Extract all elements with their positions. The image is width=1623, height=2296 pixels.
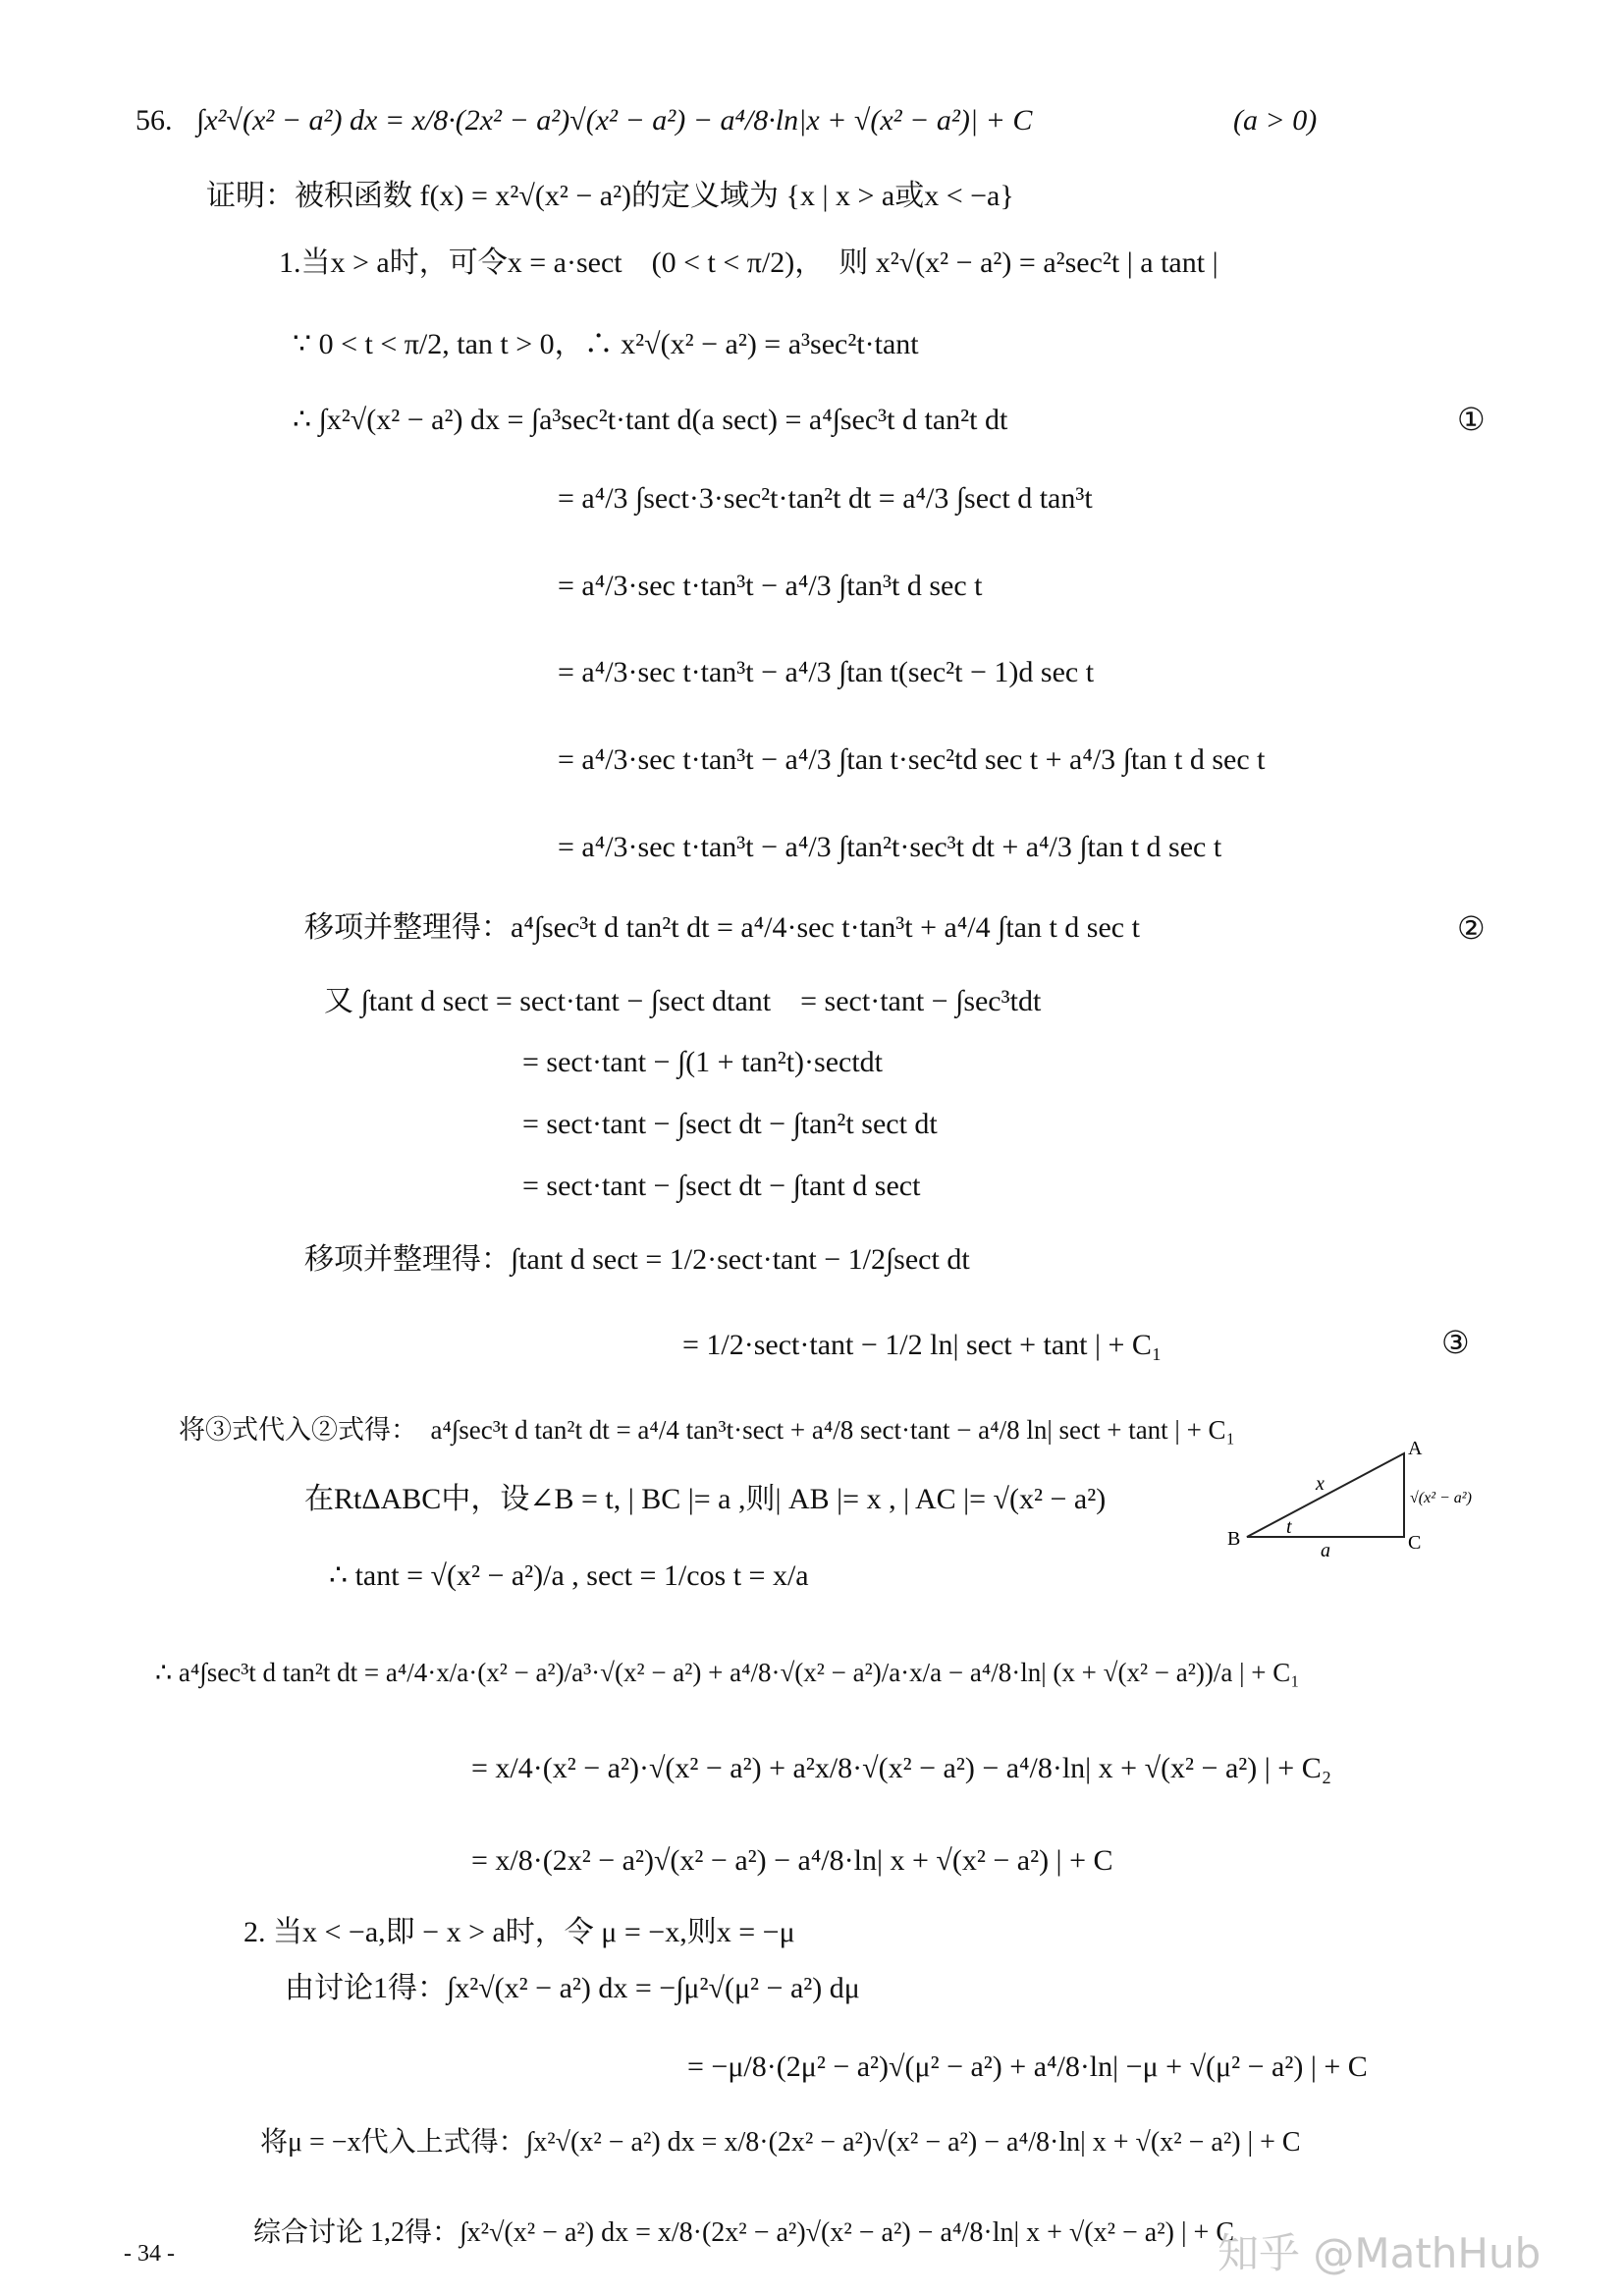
case1-intro: 1.当x > a时，可令x = a·sect (0 < t < π/2)， 则 x²√(x² − a²) = a²sec²t | a tant | — [279, 246, 1218, 279]
right-triangle-figure — [1217, 1439, 1512, 1566]
mark-2: ② — [1457, 909, 1486, 947]
mark-1: ① — [1457, 401, 1486, 438]
also-step: = sect·tant − ∫sect dt − ∫tan²t sect dt — [522, 1108, 938, 1140]
conclusion: 综合讨论 1,2得：∫x²√(x² − a²) dx = x/8·(2x² − a²)√(x² − a²) − a⁴/8·ln| x + √(x² − a²) | + C — [253, 2217, 1235, 2248]
problem-number: 56. — [135, 104, 173, 137]
case2-intro: 2. 当x < −a,即 − x > a时，令 μ = −x,则x = −μ — [243, 1916, 795, 1948]
triangle-shape — [1247, 1453, 1404, 1537]
step-line: = a⁴/3·sec t·tan³t − a⁴/3 ∫tan t(sec²t − 1)d sec t — [558, 656, 1095, 688]
rearrange-1: 移项并整理得：a⁴∫sec³t d tan²t dt = a⁴/4·sec t·tan³t + a⁴/4 ∫tan t d sec t — [304, 911, 1140, 944]
substitute-line: 将③式代入②式得： a⁴∫sec³t d tan²t dt = a⁴/4 tan³t·sect + a⁴/8 sect·tant − a⁴/8 ln| sect + tant | + C₁ — [179, 1415, 1235, 1445]
case1-tan-positive: ∵ 0 < t < π/2, tan t > 0，∴ x²√(x² − a²) = a³sec²t·tant — [293, 328, 919, 360]
hypotenuse-label: x — [1316, 1473, 1325, 1495]
rearrange-2: 移项并整理得：∫tant d sect = 1/2·sect·tant − 1/2∫sect dt — [304, 1243, 970, 1276]
step-line: = a⁴/3·sec t·tan³t − a⁴/3 ∫tan t·sec²td sec t + a⁴/3 ∫tan t d sec t — [558, 743, 1266, 776]
vertex-c-label: C — [1408, 1532, 1422, 1554]
vertical-side-label: √(x² − a²) — [1410, 1490, 1472, 1506]
proof-domain: 证明：被积函数 f(x) = x²√(x² − a²)的定义域为 {x | x > a或x < −a} — [206, 180, 1014, 212]
problem-condition: (a > 0) — [1233, 104, 1318, 137]
triangle-ratios: ∴ tant = √(x² − a²)/a , sect = 1/cos t = x/a — [329, 1559, 809, 1592]
final-line-2: = x/4·(x² − a²)·√(x² − a²) + a²x/8·√(x² − a²) − a⁴/8·ln| x + √(x² − a²) | + C₂ — [471, 1752, 1332, 1784]
case2-line-2: = −μ/8·(2μ² − a²)√(μ² − a²) + a⁴/8·ln| −μ + √(μ² − a²) | + C — [687, 2050, 1368, 2083]
case2-substitute: 将μ = −x代入上式得：∫x²√(x² − a²) dx = x/8·(2x² − a²)√(x² − a²) − a⁴/8·ln| x + √(x² − a²) | + C — [260, 2127, 1301, 2158]
step-line: = a⁴/3·sec t·tan³t − a⁴/3 ∫tan²t·sec³t dt + a⁴/3 ∫tan t d sec t — [558, 831, 1222, 863]
also-step: = sect·tant − ∫(1 + tan²t)·sectdt — [522, 1046, 884, 1078]
also-step: = sect·tant − ∫sect dt − ∫tant d sect — [522, 1170, 921, 1202]
rearrange-2-result: = 1/2·sect·tant − 1/2 ln| sect + tant | + C₁ — [682, 1329, 1163, 1361]
vertex-a-label: A — [1408, 1439, 1423, 1459]
case2-line-1: 由讨论1得：∫x²√(x² − a²) dx = −∫μ²√(μ² − a²) dμ — [285, 1972, 860, 2004]
step-line: = a⁴/3 ∫sect·3·sec²t·tan²t dt = a⁴/3 ∫sect d tan³t — [558, 482, 1093, 515]
problem-statement: ∫x²√(x² − a²) dx = x/8·(2x² − a²)√(x² − a²) − a⁴/8·ln|x + √(x² − a²)| + C — [196, 104, 1033, 137]
watermark: 知乎 @MathHub — [1217, 2229, 1542, 2277]
mark-3: ③ — [1441, 1324, 1470, 1361]
also-line: 又 ∫tant d sect = sect·tant − ∫sect dtant = sect·tant − ∫sec³tdt — [324, 985, 1042, 1017]
vertex-b-label: B — [1227, 1528, 1241, 1550]
final-line-3: = x/8·(2x² − a²)√(x² − a²) − a⁴/8·ln| x + √(x² − a²) | + C — [471, 1844, 1113, 1877]
step1: ∴ ∫x²√(x² − a²) dx = ∫a³sec²t·tant d(a sect) = a⁴∫sec³t d tan²t dt — [293, 404, 1008, 436]
final-line-1: ∴ a⁴∫sec³t d tan²t dt = a⁴/4·x/a·(x² − a²)/a³·√(x² − a²) + a⁴/8·√(x² − a²)/a·x/a − a⁴/8·ln| (x + √(x² − a²))/a | + C₁ — [155, 1658, 1300, 1687]
base-label: a — [1321, 1540, 1330, 1561]
angle-label: t — [1286, 1516, 1292, 1538]
page-number: - 34 - — [124, 2241, 175, 2267]
step-line: = a⁴/3·sec t·tan³t − a⁴/3 ∫tan³t d sec t — [558, 570, 983, 602]
triangle-setup: 在RtΔABC中，设∠B = t, | BC |= a ,则| AB |= x , | AC |= √(x² − a²) — [304, 1483, 1107, 1515]
